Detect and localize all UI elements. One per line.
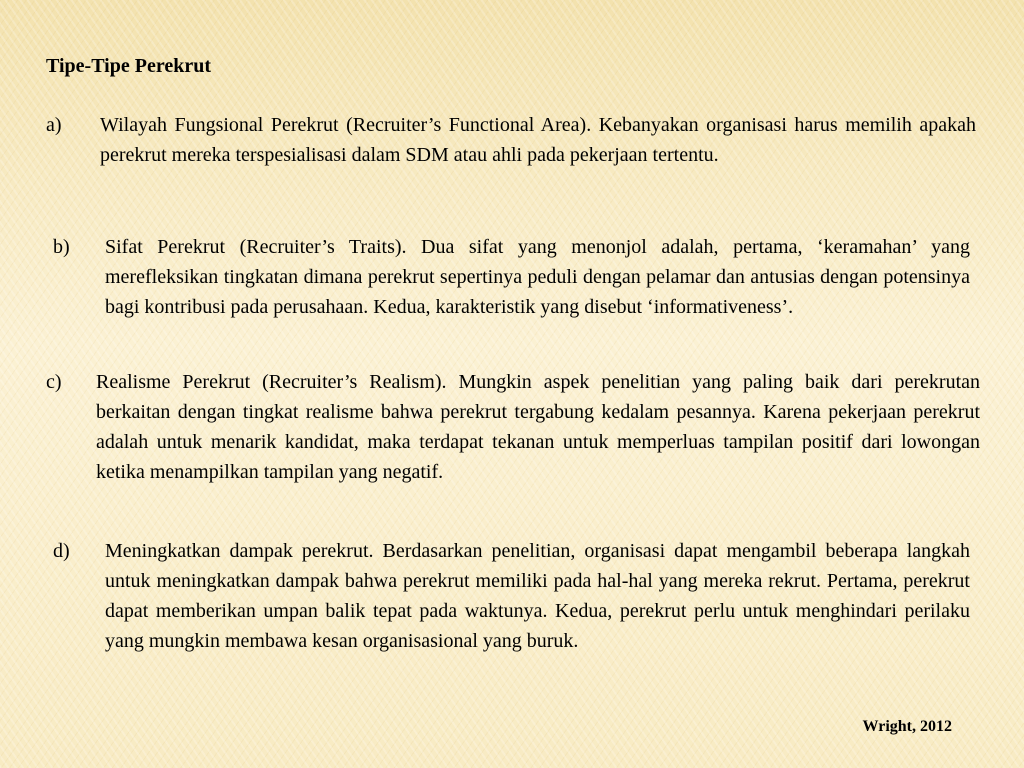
list-item-text: Wilayah Fungsional Perekrut (Recruiter’s Functional Area). Kebanyakan organisasi harus memilih apakah perekrut mereka terspesialisasi dalam SDM atau ahli pada pekerjaan tertentu. <box>100 114 976 166</box>
slide-title: Tipe-Tipe Perekrut <box>46 55 211 77</box>
list-item-d <box>53 536 970 656</box>
list-item-b <box>53 232 970 322</box>
list-marker: b) <box>53 236 70 258</box>
list-item-text: Realisme Perekrut (Recruiter’s Realism). Mungkin aspek penelitian yang paling baik dari perekrutan berkaitan dengan tingkat realisme bahwa perekrut tergabung kedalam pesannya. Karena pekerjaan perekrut adalah untuk menarik kandidat, maka terdapat tekanan untuk memperluas tampilan positif dari lowongan ketika menampilkan tampilan yang negatif. <box>96 371 980 483</box>
list-item-text: Sifat Perekrut (Recruiter’s Traits). Dua sifat yang menonjol adalah, pertama, ‘keramahan’ yang merefleksikan tingkatan dimana perekrut sepertinya peduli dengan pelamar dan antusias dengan potensinya bagi kontribusi pada perusahaan. Kedua, karakteristik yang disebut ‘informativeness’. <box>105 236 970 318</box>
list-marker: a) <box>46 114 62 136</box>
list-item-c <box>46 367 980 487</box>
citation: Wright, 2012 <box>862 718 952 735</box>
list-item-a <box>46 110 976 170</box>
list-item-text: Meningkatkan dampak perekrut. Berdasarkan penelitian, organisasi dapat mengambil beberapa langkah untuk meningkatkan dampak bahwa perekrut memiliki pada hal-hal yang mereka rekrut. Pertama, perekrut dapat memberikan umpan balik tepat pada waktunya. Kedua, perekrut perlu untuk menghindari perilaku yang mungkin membawa kesan organisasional yang buruk. <box>105 540 970 652</box>
list-marker: c) <box>46 371 62 393</box>
list-marker: d) <box>53 540 70 562</box>
